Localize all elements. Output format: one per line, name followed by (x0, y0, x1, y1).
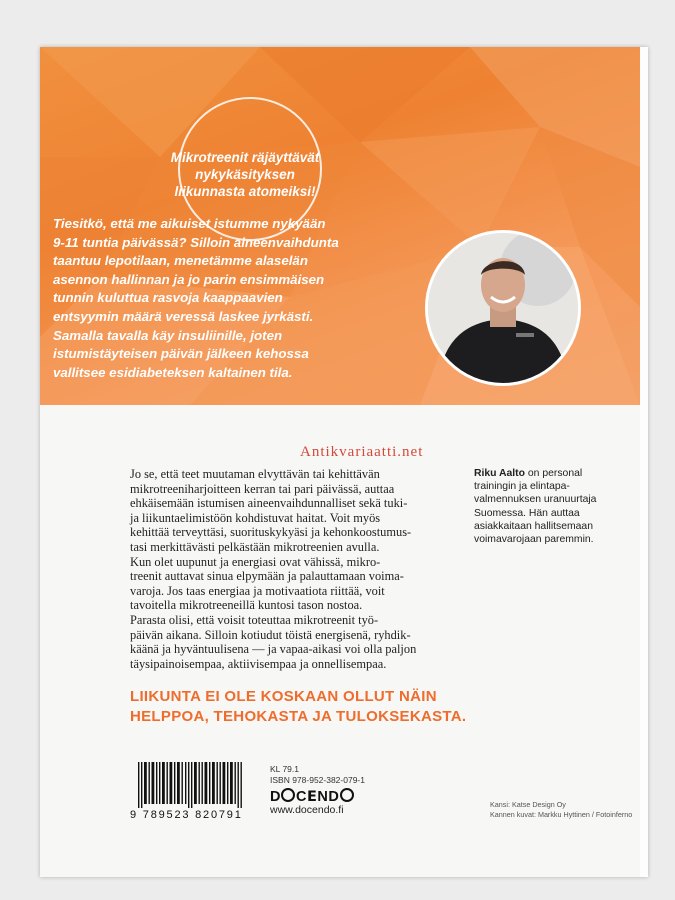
watermark: Antikvariaatti.net (300, 444, 424, 460)
author-bio (474, 467, 624, 546)
kl-code: KL 79.1 (270, 764, 299, 774)
intro-text: Tiesitkö, että me aikuiset istumme nykyään 9-11 tuntia päivässä? Silloin aineenvaihdunta taantuu lepotilaan, menetämme alaselän asennon hallinnan ja jo parin ensimmäisen tunnin kuluttua rasvoja kaappaavien entsyymin määrä veressä laskee jyrkästi. Samalla tavalla käy insuliinille, joten istumistäyteisen päivän jälkeen kehossa vallitsee esidiabeteksen kaltainen tila. (53, 216, 339, 380)
publisher-url: www.docendo.fi (270, 804, 344, 816)
badge-text: Mikrotreenit räjäyttävät nykykäsityksen liikunnasta atomeiksi! (170, 150, 320, 199)
orange-top-panel (40, 47, 640, 405)
isbn: ISBN 978-952-382-079-1 (270, 775, 365, 785)
author-photo (425, 230, 581, 386)
body-text: Jo se, että teet muutaman elvyttävän tai kehittävän mikrotreeniharjoitteen kerran tai pari päivässä, auttaa ehkäisemään istumisen aineenvaihdunnalliset sekä tuki- ja liikuntaelimistöön kohdistuvat haitat. Voit myös kehittää terveyttäsi, suorituskykyäsi ja kehonkoostumus- tasi merkittävästi pelkästään mikrotreenien avulla. Kun olet uupunut ja energiasi ovat vähissä, mikro- treenit auttavat sinua elpymään ja palauttamaan voima- varoja. Jos taas energiaa ja motivaatiota riittää, voit tavoitella mikrotreeneillä kuntosi tason nostoa. Parasta olisi, että voisit toteuttaa mikrotreenit työ- päivän aikana. Silloin kotiudut töistä energisenä, ryhdik- käänä ja hyväntuulisena — ja vapaa-aikasi voi olla paljon täysipainoisempaa, aktiivisempaa ja onnellisempaa. (130, 467, 417, 671)
barcode-digits: 9 789523 820791 (130, 809, 243, 821)
author-bio-text: on personal trainingin ja elintapa- valmennuksen uranuurtaja Suomessa. Hän auttaa asiakkaitaan hallitsemaan voimavarojaan paremmin. (474, 468, 597, 546)
barcode-bars (130, 762, 260, 808)
author-name: Riku Aalto (474, 468, 525, 479)
classification (270, 764, 365, 786)
cover-credits: Kansi: Katse Design Oy Kannen kuvat: Markku Hyttinen / Fotoinferno (490, 800, 633, 819)
logo-ring-icon (281, 788, 295, 802)
book-back-cover (40, 47, 648, 877)
logo-ring-icon-2 (340, 788, 354, 802)
slogan: LIIKUNTA EI OLE KOSKAAN OLLUT NÄIN HELPPOA, TEHOKASTA JA TULOKSEKASTA. (130, 688, 467, 725)
publisher-logo: D CEND (270, 788, 354, 805)
